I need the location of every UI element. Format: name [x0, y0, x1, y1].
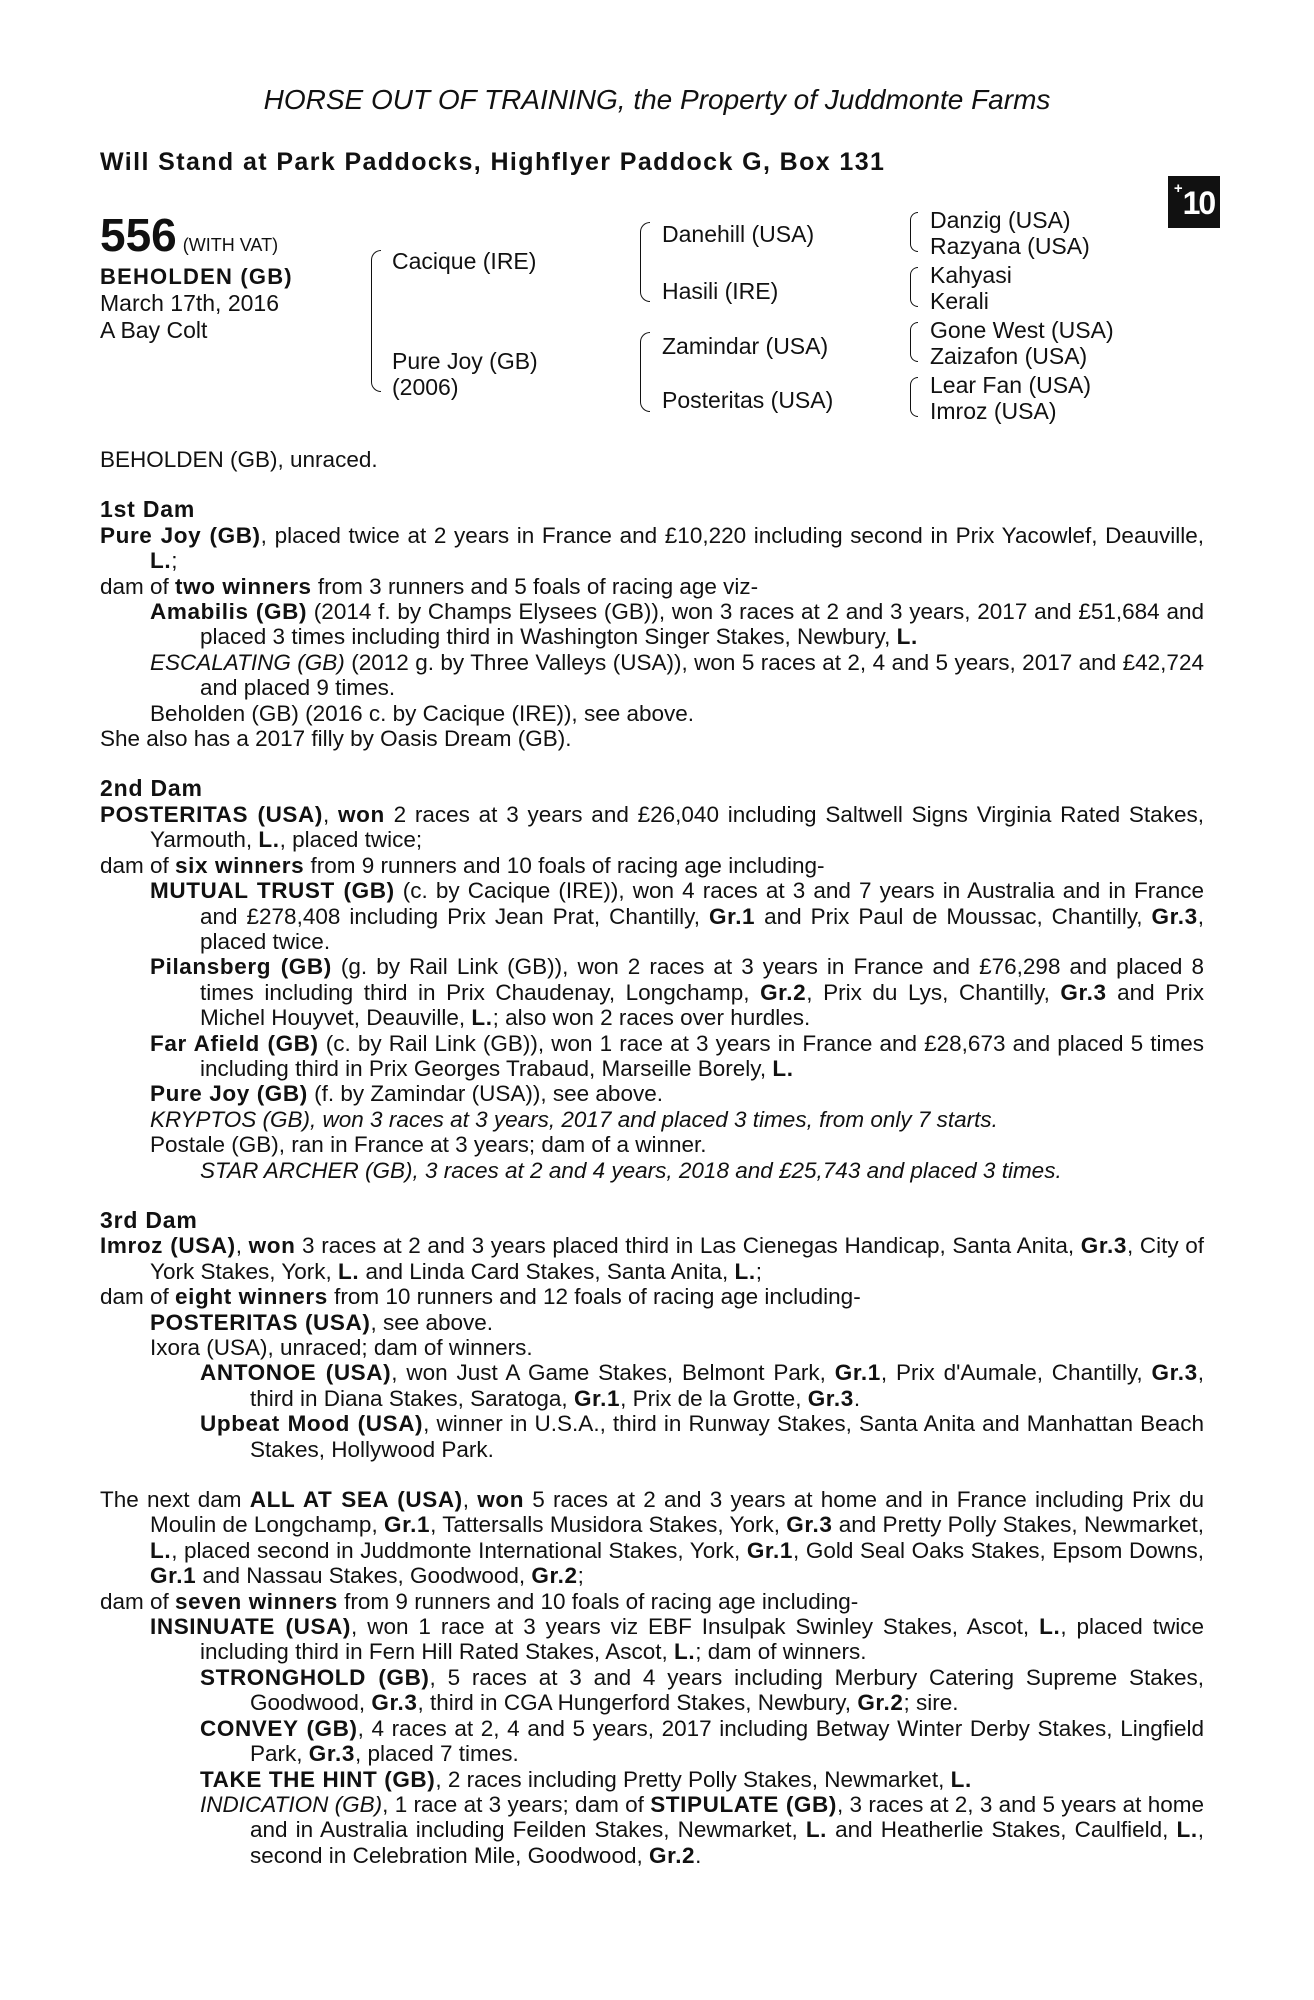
- produce-star-archer: STAR ARCHER (GB), 3 races at 2 and 4 years, 2018 and £25,743 and placed 3 times.: [200, 1157, 1062, 1183]
- produce-escalating: ESCALATING (GB) (2012 g. by Three Valleys (USA)), won 5 races at 2, 4 and 5 years, 2017 and £42,724 and placed 9 times.: [150, 649, 1204, 701]
- horse-name: BEHOLDEN (GB): [100, 264, 293, 289]
- pedigree-dam-year: (2006): [392, 374, 459, 400]
- produce-stronghold: STRONGHOLD (GB), 5 races at 3 and 4 years including Merbury Catering Supreme Stakes, Goodwood, Gr.3, third in CGA Hungerford Stakes, Newbury, Gr.2; sire.: [200, 1664, 1204, 1716]
- catalogue-text: [100, 447, 1204, 1868]
- stabling-location: Will Stand at Park Paddocks, Highflyer Paddock G, Box 131: [100, 148, 886, 176]
- pedigree-sire-dam: Hasili (IRE): [662, 278, 779, 304]
- pedigree-sire: Cacique (IRE): [392, 248, 537, 274]
- third-dam-record: Imroz (USA), won 3 races at 2 and 3 years placed third in Las Cienegas Handicap, Santa Anita, Gr.3, City of York Stakes, York, L. and Linda Card Stakes, Santa Anita, L.;: [100, 1233, 1204, 1284]
- pedigree-gg-5: Gone West (USA): [930, 317, 1114, 343]
- pedigree-gg-3: Kahyasi: [930, 262, 1012, 288]
- pedigree-bracket-sd: [910, 267, 918, 307]
- second-dam-record: POSTERITAS (USA), won 2 races at 3 years and £26,040 including Saltwell Signs Virginia Rated Stakes, Yarmouth, L., placed twice;: [100, 801, 1204, 853]
- next-dam-record: The next dam ALL AT SEA (USA), won 5 races at 2 and 3 years at home and in France including Prix du Moulin de Longchamp, Gr.1, Tattersalls Musidora Stakes, York, Gr.3 and Pretty Polly Stakes, Newmarket, L., placed second in Juddmonte International Stakes, York, Gr.1, Gold Seal Oaks Stakes, Epsom Downs, Gr.1 and Nassau Stakes, Goodwood, Gr.2;: [100, 1487, 1205, 1589]
- pedigree-bracket-dam: [640, 332, 650, 412]
- first-dam-produce-summary: dam of two winners from 3 runners and 5 foals of racing age viz-: [100, 573, 759, 599]
- pedigree-dam: Pure Joy (GB): [392, 348, 538, 374]
- produce-upbeat-mood: Upbeat Mood (USA), winner in U.S.A., third in Runway Stakes, Santa Anita and Manhattan Beach Stakes, Hollywood Park.: [200, 1411, 1204, 1462]
- page-header: HORSE OUT OF TRAINING, the Property of Juddmonte Farms: [263, 84, 1051, 115]
- lot-badge: [1168, 176, 1220, 228]
- produce-mutual-trust: MUTUAL TRUST (GB) (c. by Cacique (IRE)), won 4 races at 3 and 7 years in Australia and in France and £278,408 including Prix Jean Prat, Chantilly, Gr.1 and Prix Paul de Moussac, Chantilly, Gr.3, placed twice.: [150, 878, 1204, 954]
- second-dam-heading: 2nd Dam: [100, 775, 203, 802]
- second-dam-produce-summary: dam of six winners from 9 runners and 10 foals of racing age including-: [100, 852, 825, 878]
- first-dam-heading: 1st Dam: [100, 496, 196, 523]
- produce-indication: INDICATION (GB), 1 race at 3 years; dam of STIPULATE (GB), 3 races at 2, 3 and 5 years at home and in Australia including Feilden Stakes, Newmarket, L. and Heatherlie Stakes, Caulfield, L., second in Celebration Mile, Goodwood, Gr.2.: [200, 1791, 1205, 1868]
- produce-pure-joy: Pure Joy (GB) (f. by Zamindar (USA)), see above.: [150, 1081, 663, 1107]
- produce-posteritas: POSTERITAS (USA), see above.: [150, 1309, 494, 1335]
- pedigree-sire-sire: Danehill (USA): [662, 221, 815, 247]
- pedigree-bracket-ss: [910, 212, 918, 252]
- pedigree-gg-7: Lear Fan (USA): [930, 372, 1092, 398]
- first-dam-record: Pure Joy (GB), placed twice at 2 years in France and £10,220 including second in Prix Yacowlef, Deauville, L.;: [100, 522, 1204, 574]
- next-dam-produce-summary: dam of seven winners from 9 runners and 10 foals of racing age including-: [100, 1588, 859, 1614]
- lot-block: [100, 210, 293, 344]
- pedigree-gg-4: Kerali: [930, 288, 989, 314]
- produce-postale: Postale (GB), ran in France at 3 years; dam of a winner.: [150, 1132, 707, 1158]
- produce-take-the-hint: TAKE THE HINT (GB), 2 races including Pretty Polly Stakes, Newmarket, L.: [200, 1766, 972, 1792]
- produce-antonoe: ANTONOE (USA), won Just A Game Stakes, Belmont Park, Gr.1, Prix d'Aumale, Chantilly, Gr.3, third in Diana Stakes, Saratoga, Gr.1, Prix de la Grotte, Gr.3.: [200, 1360, 1204, 1411]
- pedigree-bracket-sire: [640, 222, 650, 302]
- third-dam-heading: 3rd Dam: [100, 1206, 198, 1233]
- produce-note: She also has a 2017 filly by Oasis Dream (GB).: [100, 726, 572, 752]
- horse-description: A Bay Colt: [100, 317, 208, 343]
- produce-kryptos: KRYPTOS (GB), won 3 races at 3 years, 2017 and placed 3 times, from only 7 starts.: [150, 1106, 998, 1132]
- pedigree-bracket-ds: [910, 322, 918, 362]
- pedigree-bracket-gen1: [371, 250, 381, 392]
- produce-amabilis: Amabilis (GB) (2014 f. by Champs Elysees (GB)), won 3 races at 2 and 3 years, 2017 and £51,684 and placed 3 times including third in Washington Singer Stakes, Newbury, L.: [150, 599, 1204, 650]
- badge-number: 10: [1182, 185, 1215, 221]
- produce-far-afield: Far Afield (GB) (c. by Rail Link (GB)), won 1 race at 3 years in France and £28,673 and placed 5 times including third in Prix Georges Trabaud, Marseille Borely, L.: [150, 1030, 1204, 1081]
- produce-beholden: Beholden (GB) (2016 c. by Cacique (IRE)), see above.: [150, 700, 695, 726]
- vat-note: (WITH VAT): [182, 235, 279, 255]
- pedigree-dam-sire: Zamindar (USA): [662, 333, 829, 359]
- third-dam-produce-summary: dam of eight winners from 10 runners and 12 foals of racing age including-: [100, 1284, 861, 1310]
- pedigree-bracket-dd: [910, 377, 918, 417]
- race-record: BEHOLDEN (GB), unraced.: [100, 447, 378, 472]
- foaling-date: March 17th, 2016: [100, 290, 280, 316]
- produce-ixora: Ixora (USA), unraced; dam of winners.: [150, 1335, 533, 1360]
- pedigree-gg-1: Danzig (USA): [930, 207, 1071, 233]
- produce-pilansberg: Pilansberg (GB) (g. by Rail Link (GB)), won 2 races at 3 years in France and £76,298 and placed 8 times including third in Prix Chaudenay, Longchamp, Gr.2, Prix du Lys, Chantilly, Gr.3 and Prix Michel Houyvet, Deauville, L.; also won 2 races over hurdles.: [150, 954, 1204, 1031]
- pedigree-dam-dam: Posteritas (USA): [662, 387, 834, 413]
- pedigree-gg-2: Razyana (USA): [930, 233, 1090, 259]
- badge-plus: +: [1173, 180, 1183, 197]
- lot-number: 556: [100, 209, 177, 261]
- produce-convey: CONVEY (GB), 4 races at 2, 4 and 5 years, 2017 including Betway Winter Derby Stakes, Lingfield Park, Gr.3, placed 7 times.: [200, 1715, 1205, 1767]
- produce-insinuate: INSINUATE (USA), won 1 race at 3 years viz EBF Insulpak Swinley Stakes, Ascot, L., placed twice including third in Fern Hill Rated Stakes, Ascot, L.; dam of winners.: [150, 1614, 1204, 1665]
- pedigree-gg-8: Imroz (USA): [930, 398, 1057, 424]
- pedigree-gg-6: Zaizafon (USA): [930, 343, 1088, 369]
